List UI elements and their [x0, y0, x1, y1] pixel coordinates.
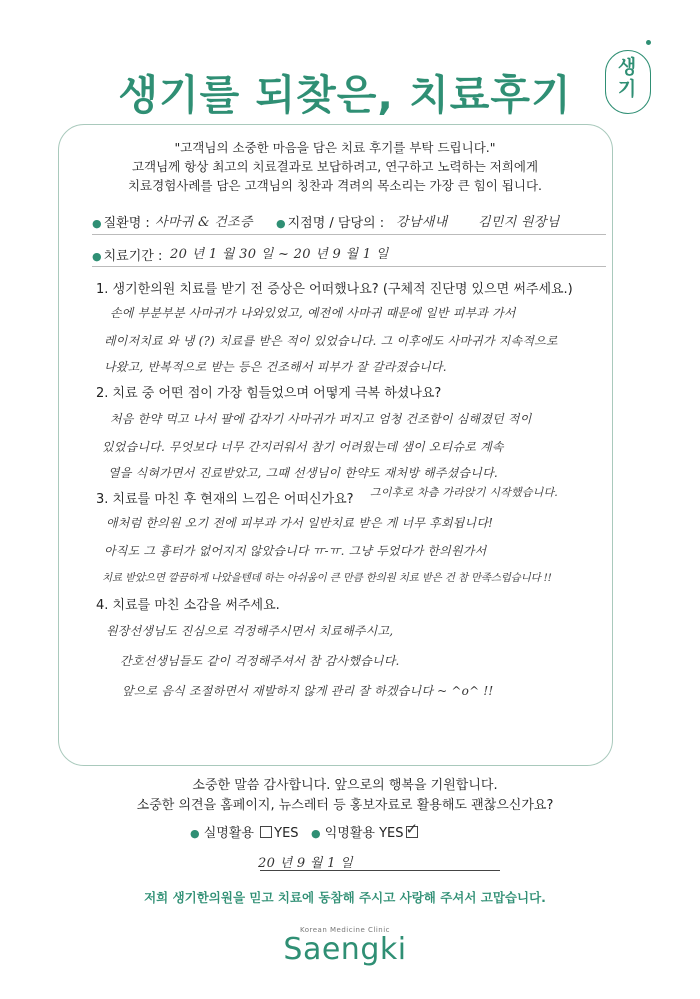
logo-badge-text: 생기: [617, 56, 637, 100]
bullet-icon: ●: [92, 217, 102, 230]
answer-line[interactable]: 열을 식혀가면서 진료받았고, 그때 선생님이 한약도 재처방 해주셨습니다.: [108, 466, 498, 480]
answer-line[interactable]: 손에 부분부분 사마귀가 나와있었고, 예전에 사마귀 때문에 일반 피부과 가서: [110, 306, 516, 320]
bullet-icon: ●: [190, 827, 200, 840]
answer-line[interactable]: 간호선생님들도 같이 걱정해주셔서 참 감사했습니다.: [120, 654, 400, 668]
check-icon: ✓: [405, 820, 419, 838]
disease-label: ● 질환명 :: [92, 216, 150, 231]
logo-dot: [646, 40, 651, 45]
row-divider: [92, 234, 606, 235]
intro-line: 고객님께 항상 최고의 치료결과로 보답하려고, 연구하고 노력하는 저희에게: [131, 159, 539, 174]
answer-line[interactable]: 있었습니다. 무엇보다 너무 간지러워서 참기 어려웠는데 샘이 오티슈로 계속: [102, 440, 504, 454]
signature-line: [260, 870, 500, 871]
question-2: 2. 치료 중 어떤 점이 가장 힘들었으며 어떻게 극복 하셨나요?: [96, 386, 442, 401]
footer-message: 저희 생기한의원을 믿고 치료에 동참해 주시고 사랑해 주셔서 고맙습니다.: [144, 890, 546, 905]
anon-label: 익명활용: [324, 826, 375, 841]
consent-options: [190, 822, 420, 841]
period-value[interactable]: 20 년 1 월 30 일 ~ 20 년 9 월 1 일: [170, 247, 389, 262]
bullet-icon: ●: [92, 250, 102, 263]
answer-line[interactable]: 나왔고, 반복적으로 받는 등은 건조해서 피부가 잘 갈라졌습니다.: [104, 360, 447, 374]
intro-line: 치료경험사례를 담은 고객님의 칭찬과 격려의 목소리는 가장 큰 힘이 됩니다.: [127, 178, 543, 193]
thanks-line: 소중한 말씀 감사합니다. 앞으로의 행복을 기원합니다.: [192, 778, 498, 793]
answer-line[interactable]: 처음 한약 먹고 나서 팔에 갑자기 사마귀가 퍼지고 엄청 건조함이 심해졌던 적이: [110, 412, 532, 426]
branch-label: ● 지점명 / 담당의 :: [276, 216, 385, 231]
answer-line[interactable]: 앞으로 음식 조절하면서 재발하지 않게 관리 잘 하겠습니다 ~ ^o^ !!: [122, 684, 494, 698]
question-3: 3. 치료를 마친 후 현재의 느낌은 어떠신가요?: [96, 492, 354, 507]
logo-subtitle: Korean Medicine Clinic: [299, 926, 390, 934]
question-1: 1. 생기한의원 치료를 받기 전 증상은 어떠했나요? (구체적 진단명 있으면 써주세요.): [96, 282, 573, 297]
period-label: ● 치료기간 :: [92, 249, 163, 264]
row-divider: [92, 266, 606, 267]
brand-logo: Saengki: [283, 932, 407, 967]
doctor-value[interactable]: 김민지 원장님: [478, 215, 560, 230]
signature-date[interactable]: 20 년 9 월 1 일: [258, 856, 354, 871]
answer-line[interactable]: 애처럼 한의원 오기 전에 피부과 가서 일반치료 받은 게 너무 후회됩니다!: [106, 516, 494, 530]
answer-line[interactable]: 치료 받았으면 깔끔하게 나았을텐데 하는 아쉬움이 큰 만큼 한의원 치료 받은 건 참 만족스럽습니다 !!: [102, 572, 552, 584]
real-name-yes: YES: [274, 826, 299, 841]
consent-question: 소중한 의견을 홈페이지, 뉴스레터 등 홍보자료로 활용해도 괜찮으신가요?: [136, 798, 554, 813]
bullet-icon: ●: [276, 217, 286, 230]
bullet-icon: ●: [310, 827, 321, 840]
anon-yes: YES: [379, 826, 404, 841]
page-title: 생기를 되찾은, 치료후기: [118, 71, 572, 119]
intro-line: "고객님의 소중한 마음을 담은 치료 후기를 부탁 드립니다.": [174, 140, 496, 155]
real-name-checkbox[interactable]: [260, 826, 272, 838]
answer-line[interactable]: 원장선생님도 진심으로 걱정해주시면서 치료해주시고,: [106, 624, 394, 638]
disease-value[interactable]: 사마귀 & 건조증: [155, 215, 253, 230]
anon-checkbox[interactable]: [405, 820, 419, 838]
question-4: 4. 치료를 마친 소감을 써주세요.: [96, 598, 280, 613]
answer-line[interactable]: 아직도 그 흉터가 없어지지 않았습니다 ㅠ-ㅠ. 그냥 두었다가 한의원가서: [104, 544, 487, 558]
answer-line[interactable]: 레이저치료 와 냉 (?) 치료를 받은 적이 있었습니다. 그 이후에도 사마귀가 지속적으로: [104, 334, 558, 348]
real-name-label: 실명활용: [203, 826, 254, 841]
intro-text: [60, 138, 610, 195]
answer-note[interactable]: 그이후로 차츰 가라앉기 시작했습니다.: [370, 486, 559, 499]
branch-value[interactable]: 강남새내: [396, 215, 448, 230]
